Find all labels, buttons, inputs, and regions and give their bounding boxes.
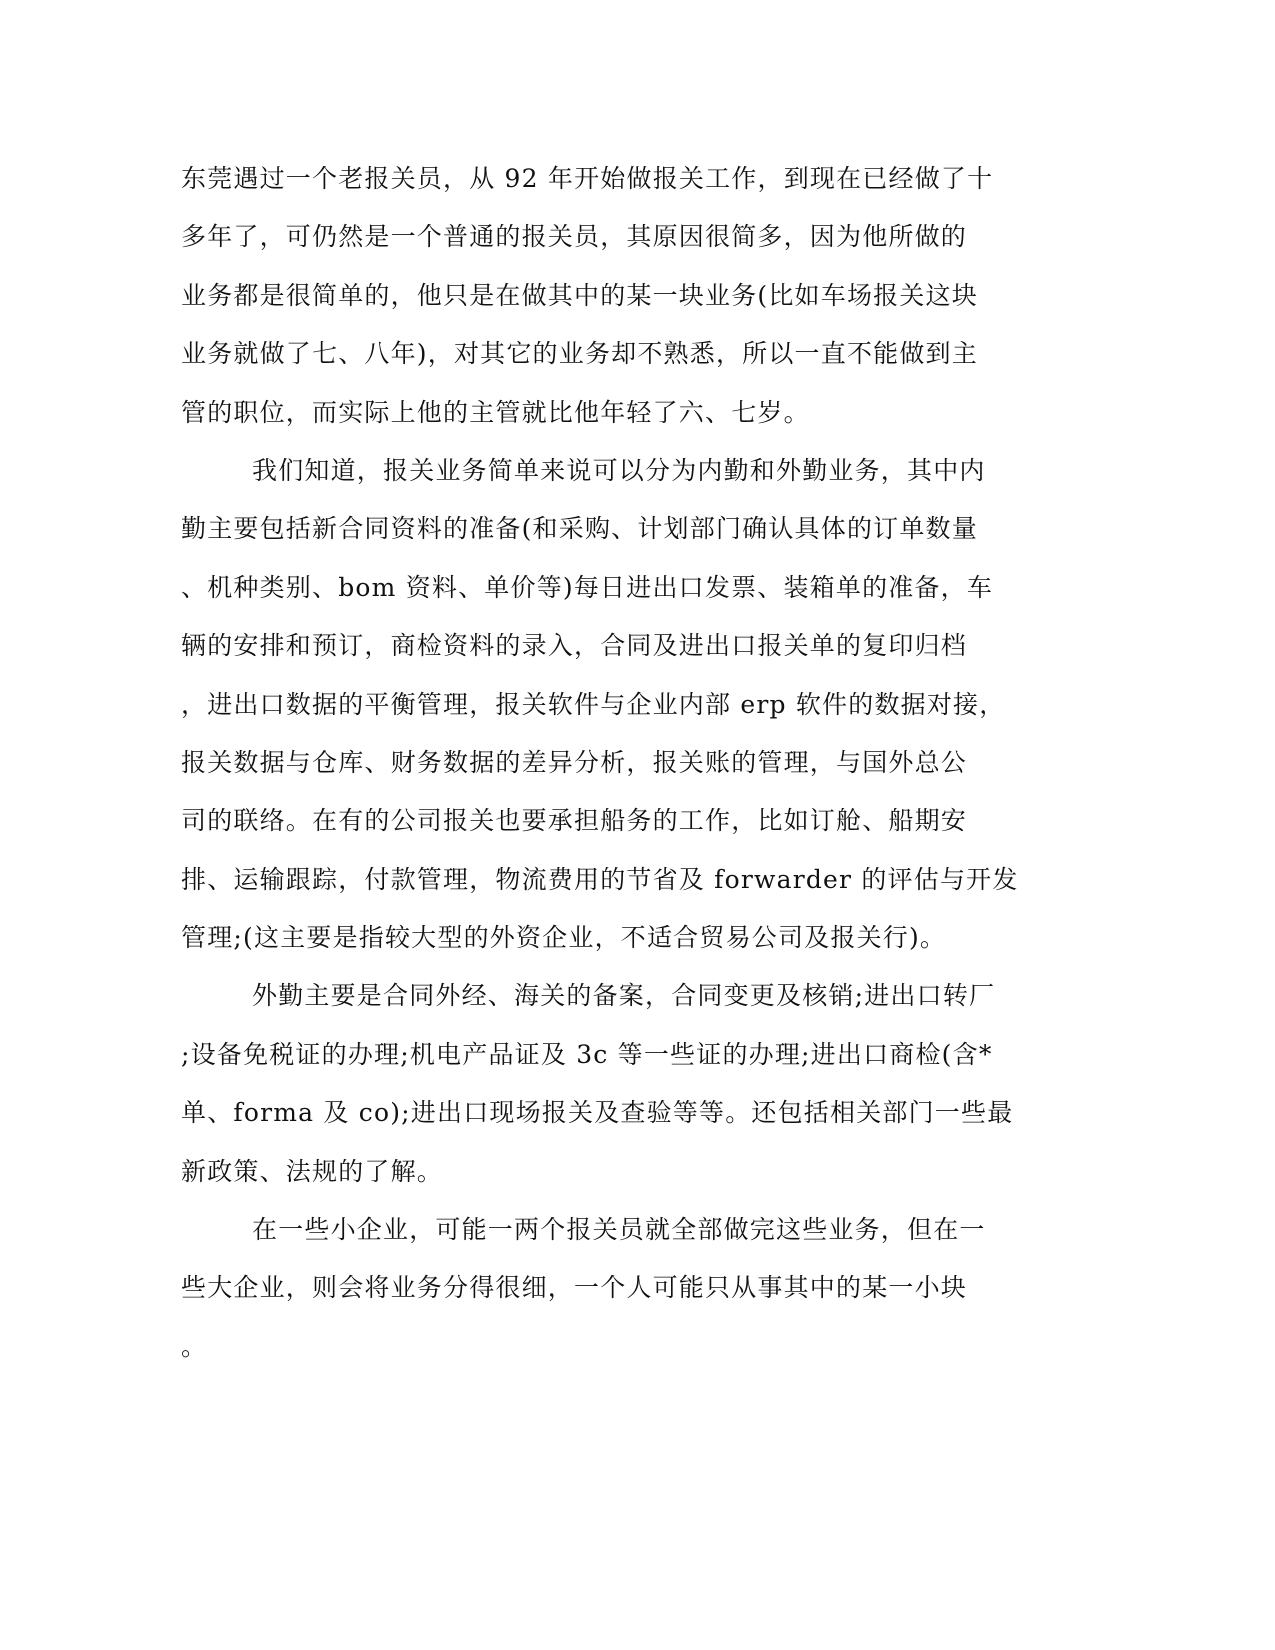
text-line: 业务就做了七、八年)，对其它的业务却不熟悉，所以一直不能做到主 — [181, 339, 978, 369]
paragraph-first-line: 在一些小企业，可能一两个报关员就全部做完这些业务，但在一 — [252, 1215, 986, 1245]
text-line: 业务都是很简单的，他只是在做其中的某一块业务(比如车场报关这块 — [181, 280, 978, 310]
text-line: 东莞遇过一个老报关员，从 92 年开始做报关工作，到现在已经做了十 — [181, 164, 994, 193]
paragraph-first-line: 我们知道，报关业务简单来说可以分为内勤和外勤业务，其中内 — [252, 455, 986, 485]
text-line: 司的联络。在有的公司报关也要承担船务的工作，比如订舱、船期安 — [181, 806, 968, 836]
document-body — [181, 150, 1041, 1376]
text-line: 单、forma 及 co);进出口现场报关及查验等等。还包括相关部门一些最 — [181, 1098, 1014, 1128]
text-line: 排、运输跟踪，付款管理，物流费用的节省及 forwarder 的评估与开发 — [181, 864, 1019, 894]
text-line: ;设备免税证的办理;机电产品证及 3c 等一些证的办理;进出口商检(含* — [181, 1039, 993, 1069]
text-line: 辆的安排和预订，商检资料的录入，合同及进出口报关单的复印归档 — [181, 631, 968, 661]
text-line: 管的职位，而实际上他的主管就比他年轻了六、七岁。 — [181, 397, 810, 427]
text-line: ，进出口数据的平衡管理，报关软件与企业内部 erp 软件的数据对接， — [181, 689, 1006, 719]
paragraph-first-line: 外勤主要是合同外经、海关的备案，合同变更及核销;进出口转厂 — [252, 981, 996, 1011]
text-line: 报关数据与仓库、财务数据的差异分析，报关账的管理，与国外总公 — [181, 747, 968, 777]
text-line: 、机种类别、bom 资料、单价等)每日进出口发票、装箱单的准备，车 — [181, 572, 994, 602]
text-line: 勤主要包括新合同资料的准备(和采购、计划部门确认具体的订单数量 — [181, 514, 978, 544]
text-line: 些大企业，则会将业务分得很细，一个人可能只从事其中的某一小块 — [181, 1273, 968, 1303]
text-line: 。 — [181, 1331, 208, 1361]
text-line: 多年了，可仍然是一个普通的报关员，其原因很简多，因为他所做的 — [181, 222, 968, 252]
text-line: 新政策、法规的了解。 — [181, 1156, 444, 1186]
text-line: 管理;(这主要是指较大型的外资企业，不适合贸易公司及报关行)。 — [181, 923, 947, 953]
